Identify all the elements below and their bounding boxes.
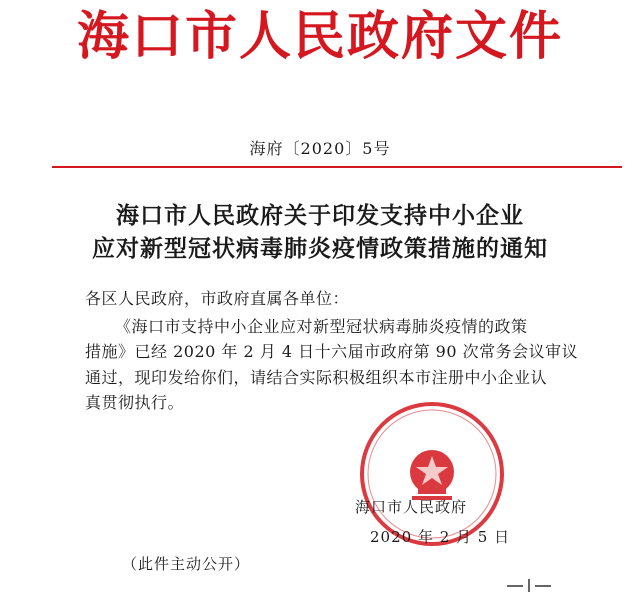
document-masthead: 海口市人民政府文件 <box>76 6 563 67</box>
body-line-2: 措施》已经 2020 年 2 月 4 日十六届市政府第 90 次常务会议审议 <box>85 342 579 361</box>
issuer-signature: 海口市人民政府 <box>355 498 468 516</box>
body-line-1: 《海口市支持中小企业应对新型冠状病毒肺炎疫情的政策 <box>115 317 528 336</box>
notice-title-line-1: 海口市人民政府关于印发支持中小企业 <box>116 203 524 229</box>
red-divider-line <box>52 166 622 168</box>
page-edge-mark <box>505 578 565 592</box>
issue-date: 2020 年 2 月 5 日 <box>370 528 511 546</box>
notice-title-line-2: 应对新型冠状病毒肺炎疫情政策措施的通知 <box>92 236 548 262</box>
salutation: 各区人民政府，市政府直属各单位： <box>85 289 350 308</box>
document-number: 海府〔2020〕5号 <box>249 139 391 158</box>
body-line-4: 真贯彻执行。 <box>85 393 185 412</box>
body-line-3: 通过，现印发给你们，请结合实际积极组织本市注册中小企业认 <box>85 368 548 387</box>
public-disclosure-note: （此件主动公开） <box>122 555 251 573</box>
